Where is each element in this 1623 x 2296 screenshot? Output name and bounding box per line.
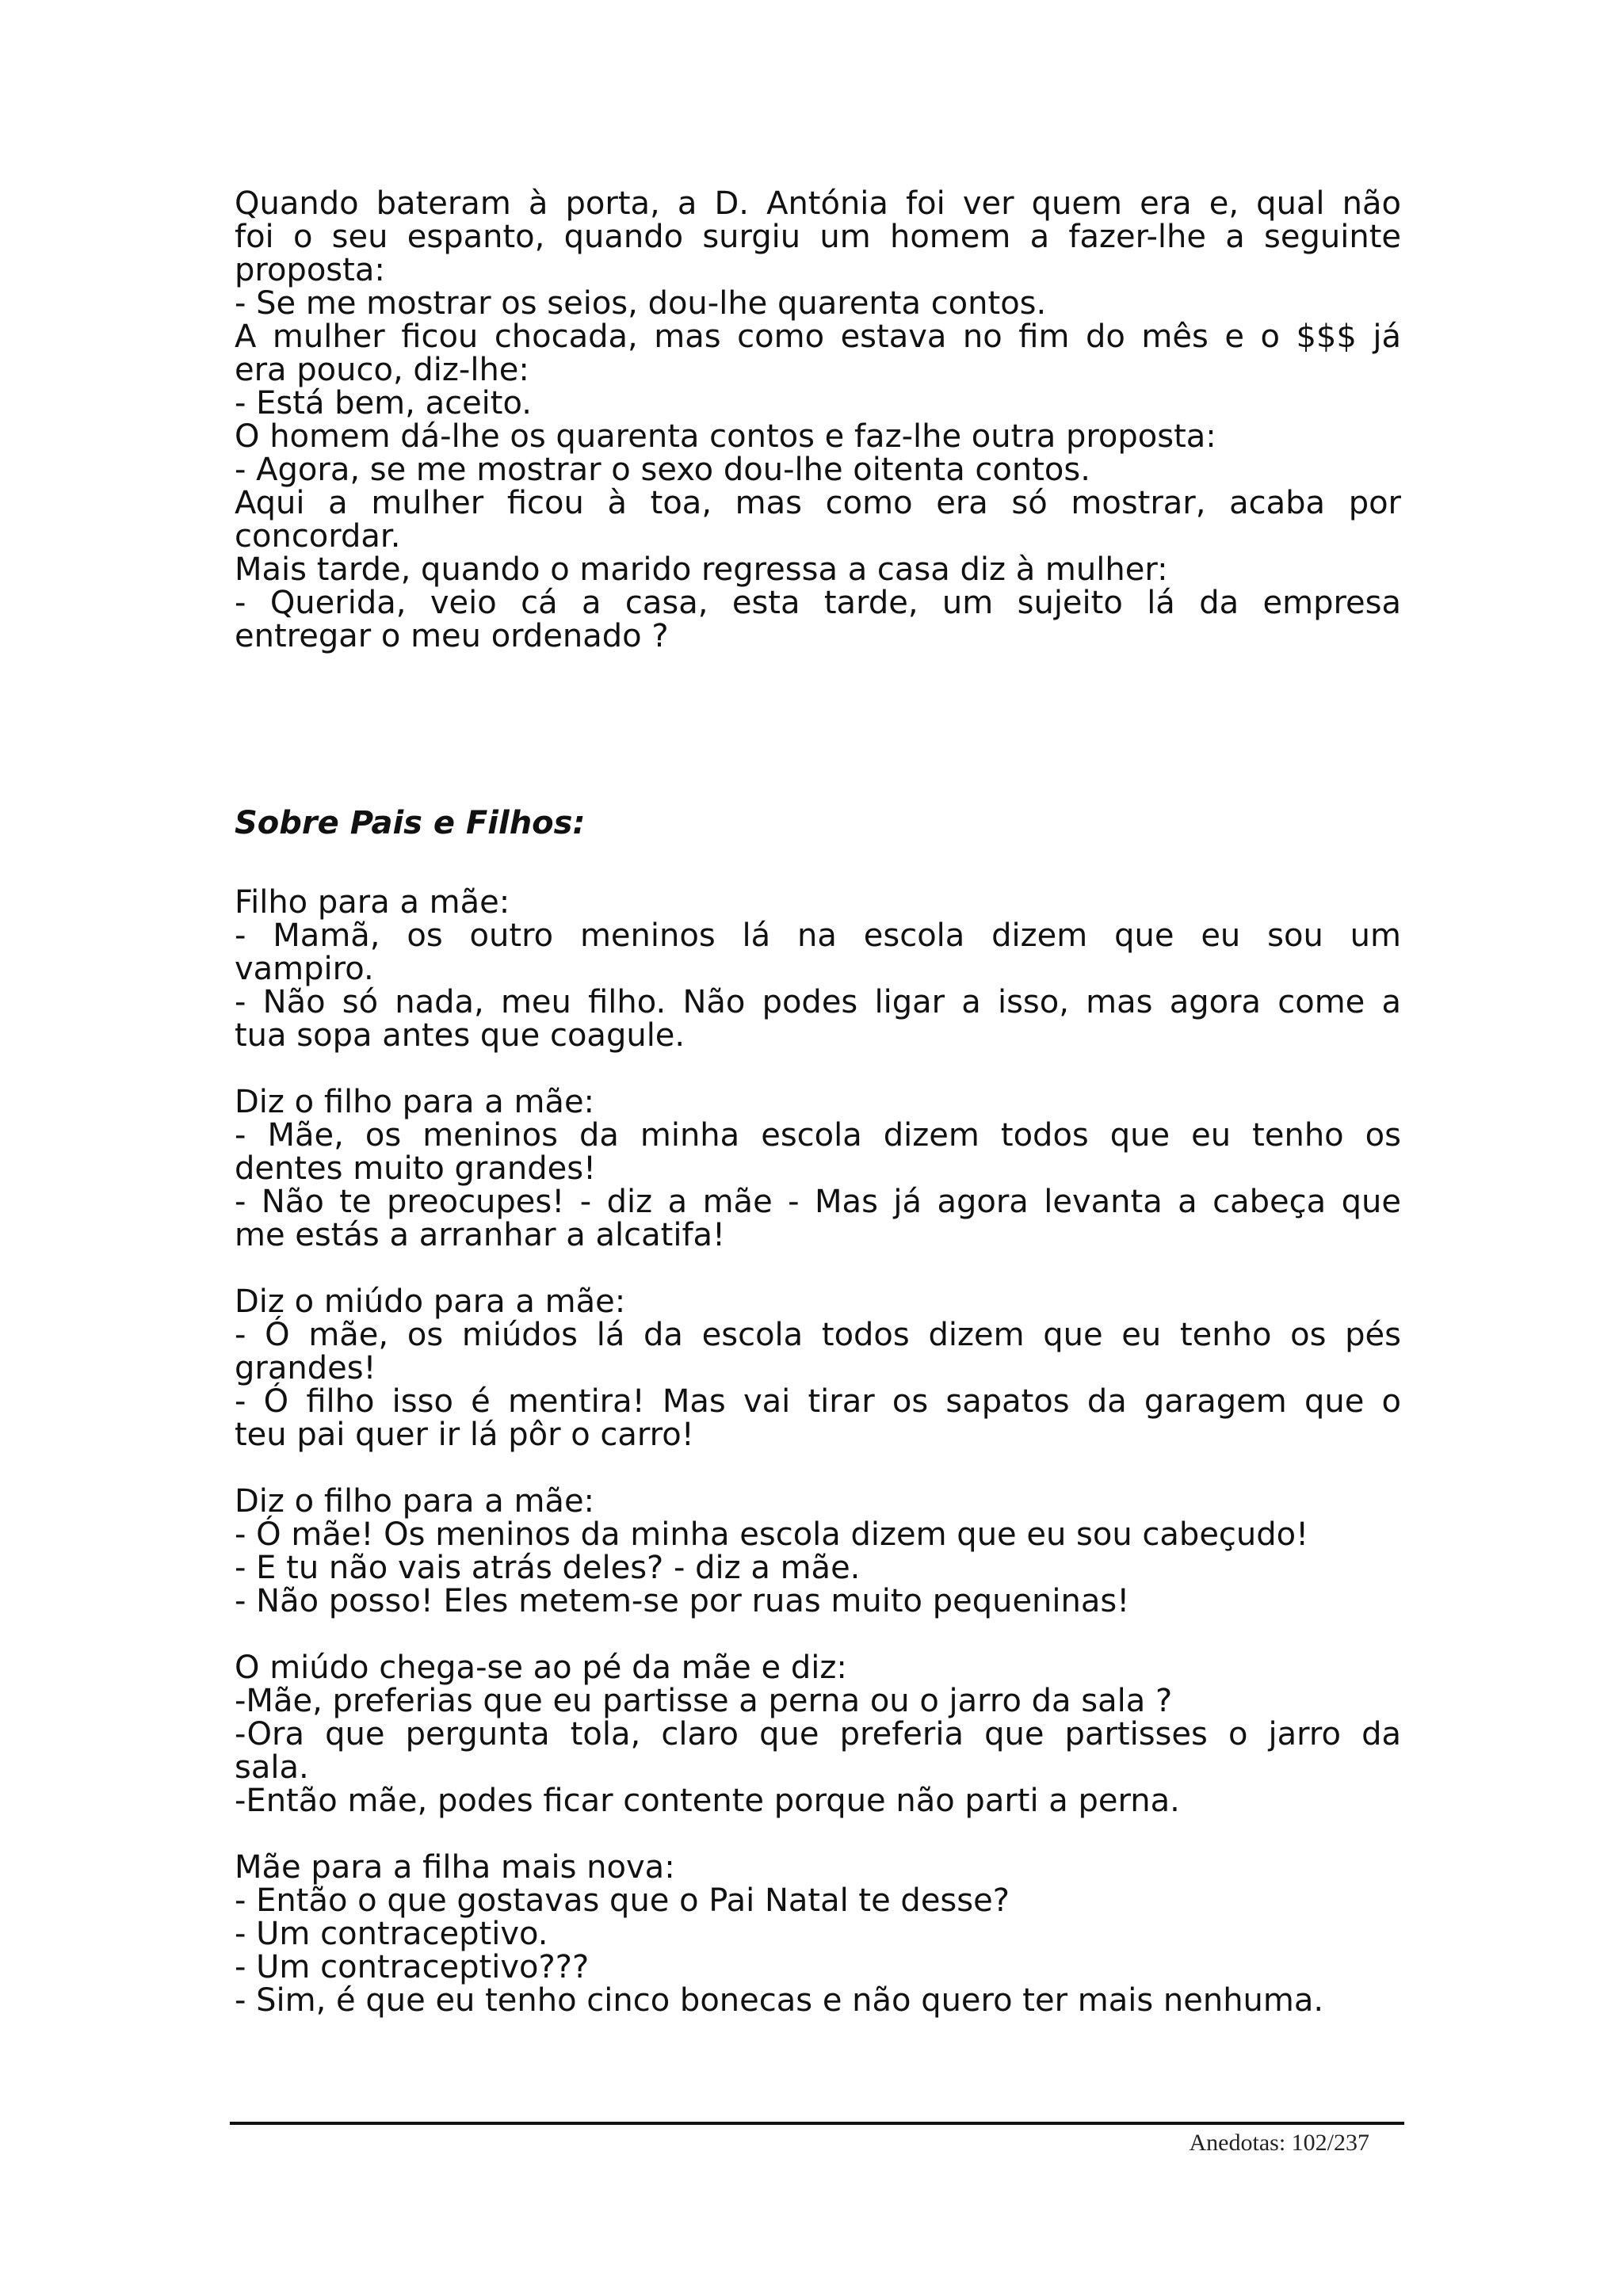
- text-line: - Ó filho isso é mentira! Mas vai tirar os sapatos da garagem que o: [235, 1383, 1401, 1420]
- text-line: - Não te preocupes! - diz a mãe - Mas já agora levanta a cabeça que: [235, 1184, 1401, 1220]
- text-line: me estás a arranhar a alcatifa!: [235, 1217, 726, 1253]
- text-line: - Ó mãe! Os meninos da minha escola dizem que eu sou cabeçudo!: [235, 1516, 1309, 1553]
- text-line: Mãe para a filha mais nova:: [235, 1849, 675, 1886]
- text-line: - Está bem, aceito.: [235, 385, 532, 421]
- text-line: proposta:: [235, 252, 385, 288]
- paragraph-gap: [235, 1451, 1401, 1485]
- text-line: Diz o miúdo para a mãe:: [235, 1283, 626, 1320]
- joke-block: [235, 1851, 1401, 2017]
- jokes-section: [235, 886, 1401, 2017]
- text-line: -Então mãe, podes ficar contente porque não parti a perna.: [235, 1783, 1180, 1819]
- section-heading: Sobre Pais e Filhos:: [235, 805, 586, 841]
- text-line: Diz o filho para a mãe:: [235, 1084, 595, 1120]
- text-line: A mulher ficou chocada, mas como estava no fim do mês e o $$$ já: [235, 318, 1401, 355]
- text-line: -Ora que pergunta tola, claro que preferia que partisses o jarro da: [235, 1716, 1401, 1753]
- text-line: O homem dá-lhe os quarenta contos e faz-lhe outra proposta:: [235, 418, 1216, 455]
- text-line: - Ó mãe, os miúdos lá da escola todos dizem que eu tenho os pés: [235, 1317, 1401, 1353]
- text-line: era pouco, diz-lhe:: [235, 352, 529, 388]
- text-line: - Um contraceptivo.: [235, 1916, 548, 1952]
- text-line: grandes!: [235, 1350, 376, 1386]
- text-line: Quando bateram à porta, a D. Antónia foi ver quem era e, qual não: [235, 185, 1401, 222]
- text-line: Diz o filho para a mãe:: [235, 1483, 595, 1520]
- text-line: entregar o meu ordenado ?: [235, 618, 669, 654]
- text-line: sala.: [235, 1749, 309, 1786]
- joke-block: [235, 886, 1401, 1052]
- text-line: - Um contraceptivo???: [235, 1949, 590, 1985]
- joke-block: [235, 1485, 1401, 1618]
- paragraph-gap: [235, 1618, 1401, 1651]
- story-paragraph: [235, 187, 1401, 653]
- joke-block: [235, 1285, 1401, 1451]
- text-line: tua sopa antes que coagule.: [235, 1017, 685, 1054]
- text-line: foi o seu espanto, quando surgiu um homem a fazer-lhe a seguinte: [235, 219, 1401, 255]
- paragraph-gap: [235, 1252, 1401, 1285]
- text-line: - E tu não vais atrás deles? - diz a mãe.: [235, 1550, 861, 1586]
- text-line: - Então o que gostavas que o Pai Natal te desse?: [235, 1882, 1010, 1919]
- text-line: - Mãe, os meninos da minha escola dizem todos que eu tenho os: [235, 1117, 1401, 1154]
- text-line: - Agora, se me mostrar o sexo dou-lhe oitenta contos.: [235, 452, 1090, 488]
- text-line: Filho para a mãe:: [235, 884, 510, 921]
- text-line: O miúdo chega-se ao pé da mãe e diz:: [235, 1650, 847, 1686]
- text-line: dentes muito grandes!: [235, 1150, 597, 1187]
- text-line: - Não posso! Eles metem-se por ruas muito pequeninas!: [235, 1583, 1130, 1619]
- text-line: - Não só nada, meu filho. Não podes ligar a isso, mas agora come a: [235, 984, 1401, 1020]
- footer-rule: [230, 2122, 1404, 2125]
- text-line: - Sim, é que eu tenho cinco bonecas e não quero ter mais nenhuma.: [235, 1982, 1324, 2019]
- text-line: concordar.: [235, 518, 401, 555]
- text-line: Mais tarde, quando o marido regressa a casa diz à mulher:: [235, 551, 1168, 588]
- text-line: vampiro.: [235, 951, 374, 987]
- paragraph-gap: [235, 1817, 1401, 1851]
- text-line: teu pai quer ir lá pôr o carro!: [235, 1417, 694, 1453]
- joke-block: [235, 1085, 1401, 1252]
- text-line: - Mamã, os outro meninos lá na escola dizem que eu sou um: [235, 917, 1401, 954]
- page-footer: Anedotas: 102/237: [1189, 2130, 1369, 2156]
- joke-block: [235, 1651, 1401, 1817]
- text-line: Aqui a mulher ficou à toa, mas como era só mostrar, acaba por: [235, 485, 1401, 521]
- text-line: -Mãe, preferias que eu partisse a perna ou o jarro da sala ?: [235, 1683, 1173, 1719]
- text-line: - Se me mostrar os seios, dou-lhe quarenta contos.: [235, 285, 1047, 322]
- paragraph-gap: [235, 1052, 1401, 1085]
- text-line: - Querida, veio cá a casa, esta tarde, um sujeito lá da empresa: [235, 585, 1401, 621]
